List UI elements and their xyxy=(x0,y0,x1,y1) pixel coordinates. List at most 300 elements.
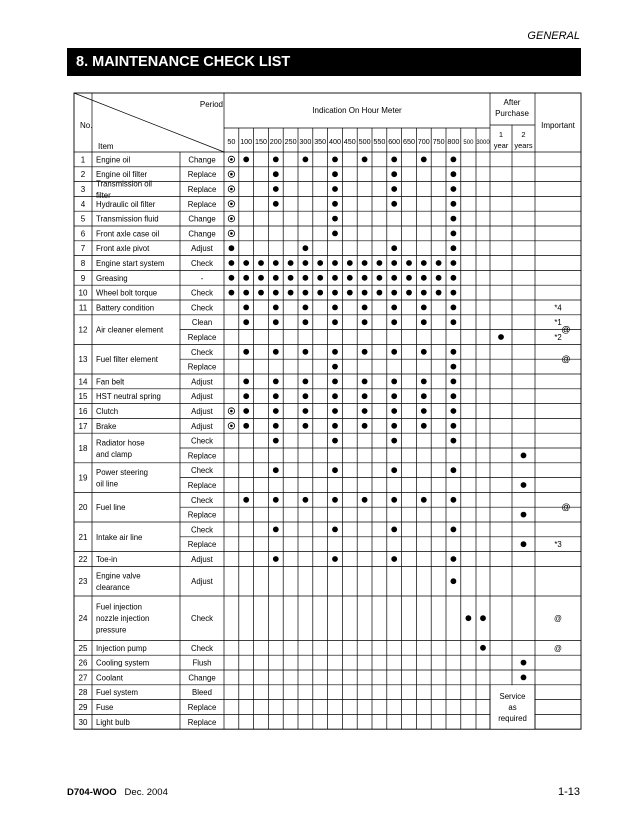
interval-dot xyxy=(451,216,457,222)
interval-dot xyxy=(451,305,457,311)
interval-dot xyxy=(391,245,397,251)
interval-dot xyxy=(273,201,279,207)
action-label: - xyxy=(200,273,204,283)
footer-page: 1-13 xyxy=(557,786,580,798)
row-number: 25 xyxy=(78,643,88,653)
interval-dot xyxy=(273,379,279,385)
important-header: Important xyxy=(541,121,575,130)
action-label: Adjust xyxy=(191,377,213,387)
item-name: Fuel filter element xyxy=(96,355,158,365)
after-purchase-dot xyxy=(521,512,527,518)
interval-dot xyxy=(421,349,427,355)
item-name: Coolant xyxy=(96,673,123,683)
interval-dot xyxy=(391,556,397,562)
interval-dot xyxy=(362,157,368,163)
interval-dot xyxy=(303,275,309,281)
action-label: Adjust xyxy=(191,244,213,254)
row-number: 6 xyxy=(80,229,86,239)
initial-service-mark-center xyxy=(230,425,233,428)
interval-dot xyxy=(332,260,338,266)
action-label: Check xyxy=(190,259,214,268)
interval-dot xyxy=(332,497,338,503)
item-name: HST neutral spring xyxy=(96,392,161,402)
hour-label: 300 xyxy=(299,137,312,146)
interval-dot xyxy=(273,423,279,429)
item-name: and clamp xyxy=(96,449,132,459)
action-label: Flush xyxy=(192,658,212,668)
important-note: *1 xyxy=(554,318,562,328)
hour-label: 100 xyxy=(240,137,253,146)
interval-dot xyxy=(391,379,397,385)
interval-dot xyxy=(391,408,397,414)
interval-dot xyxy=(288,260,294,266)
interval-dot xyxy=(421,497,427,503)
interval-dot xyxy=(332,423,338,429)
action-label: Check xyxy=(190,614,214,624)
interval-dot xyxy=(317,260,323,266)
item-name: nozzle injection xyxy=(96,614,150,624)
interval-dot xyxy=(273,275,279,281)
item-name: oil line xyxy=(96,479,119,489)
item-name: Engine start system xyxy=(96,259,165,268)
after-purchase-dot xyxy=(521,541,527,547)
item-name: Fuel system xyxy=(96,688,139,698)
interval-dot xyxy=(451,201,457,207)
after-purchase-dot xyxy=(521,660,527,666)
interval-dot xyxy=(391,349,397,355)
important-note: *3 xyxy=(554,540,562,550)
interval-dot xyxy=(332,379,338,385)
hour-label: 700 xyxy=(417,137,430,146)
initial-service-mark-center xyxy=(230,158,233,161)
interval-dot xyxy=(421,319,427,325)
interval-dot xyxy=(391,319,397,325)
interval-dot xyxy=(243,260,249,266)
item-name: Wheel bolt torque xyxy=(96,288,158,298)
interval-dot xyxy=(347,260,353,266)
action-label: Replace xyxy=(187,170,217,180)
item-name: Brake xyxy=(96,421,117,431)
interval-dot xyxy=(391,260,397,266)
item-name: Clutch xyxy=(96,407,119,416)
page-title: 8. MAINTENANCE CHECK LIST xyxy=(67,48,581,76)
interval-dot xyxy=(451,408,457,414)
row-number: 26 xyxy=(78,658,88,668)
interval-dot xyxy=(391,438,397,444)
interval-dot xyxy=(258,275,264,281)
service-note-text: Service xyxy=(499,692,526,701)
hour-label: 3000 xyxy=(476,140,490,146)
interval-dot xyxy=(273,438,279,444)
action-label: Adjust xyxy=(191,555,213,564)
interval-dot xyxy=(273,157,279,163)
interval-dot xyxy=(391,157,397,163)
row-number: 10 xyxy=(78,288,88,298)
interval-dot xyxy=(303,349,309,355)
item-name: Engine oil filter xyxy=(96,170,148,180)
row-number: 7 xyxy=(80,244,86,254)
interval-dot xyxy=(243,423,249,429)
interval-dot xyxy=(332,275,338,281)
hour-label: 450 xyxy=(343,137,356,146)
interval-dot xyxy=(362,319,368,325)
ap-label-1: 1 xyxy=(498,130,504,139)
interval-dot xyxy=(391,467,397,473)
interval-dot xyxy=(480,645,486,651)
interval-dot xyxy=(273,305,279,311)
action-label: Replace xyxy=(187,481,217,490)
interval-dot xyxy=(243,393,249,399)
action-label: Adjust xyxy=(191,421,213,431)
row-number: 24 xyxy=(78,614,88,624)
initial-service-mark-center xyxy=(230,173,233,176)
action-label: Adjust xyxy=(191,392,213,402)
interval-dot xyxy=(391,305,397,311)
no-header: No. xyxy=(80,121,93,130)
item-name: Greasing xyxy=(96,273,128,283)
interval-dot xyxy=(451,157,457,163)
interval-dot xyxy=(303,497,309,503)
footer-date: Dec. 2004 xyxy=(124,787,168,798)
row-number: 8 xyxy=(80,259,86,268)
interval-dot xyxy=(243,157,249,163)
interval-dot xyxy=(303,423,309,429)
interval-dot xyxy=(421,260,427,266)
interval-dot xyxy=(273,171,279,177)
interval-dot xyxy=(243,275,249,281)
item-name: Fan belt xyxy=(96,377,125,387)
initial-service-mark-center xyxy=(230,203,233,206)
ap-label-2: 2 xyxy=(521,130,526,139)
hour-label: 250 xyxy=(284,137,297,146)
row-number: 29 xyxy=(78,703,88,712)
interval-dot xyxy=(273,408,279,414)
action-label: Change xyxy=(188,155,216,165)
hour-label: 500 xyxy=(463,140,474,146)
interval-dot xyxy=(332,408,338,414)
initial-service-mark-center xyxy=(230,188,233,191)
row-number: 17 xyxy=(78,421,88,431)
interval-dot xyxy=(362,305,368,311)
interval-dot xyxy=(273,349,279,355)
action-label: Replace xyxy=(187,185,217,194)
interval-dot xyxy=(451,171,457,177)
interval-dot xyxy=(377,290,383,296)
after-purchase-dot xyxy=(521,482,527,488)
interval-dot xyxy=(406,275,412,281)
hour-label: 750 xyxy=(432,137,445,146)
item-name: Power steering xyxy=(96,467,149,477)
interval-dot xyxy=(243,305,249,311)
item-name: Cooling system xyxy=(96,658,150,668)
service-note-text: as xyxy=(508,703,517,712)
row-number: 14 xyxy=(78,377,88,387)
interval-dot xyxy=(391,201,397,207)
item-name: Transmission oil xyxy=(96,179,153,189)
interval-dot xyxy=(332,319,338,325)
interval-dot xyxy=(451,364,457,370)
interval-dot xyxy=(303,245,309,251)
interval-dot xyxy=(303,393,309,399)
interval-dot xyxy=(273,260,279,266)
interval-dot xyxy=(391,171,397,177)
row-number: 11 xyxy=(78,303,88,313)
interval-dot xyxy=(451,275,457,281)
interval-dot xyxy=(451,231,457,237)
interval-dot xyxy=(258,290,264,296)
hour-label: 800 xyxy=(447,137,460,146)
interval-dot xyxy=(303,408,309,414)
action-label: Bleed xyxy=(192,688,212,698)
after-purchase-dot xyxy=(521,453,527,459)
interval-dot xyxy=(421,393,427,399)
interval-dot xyxy=(362,423,368,429)
action-label: Adjust xyxy=(191,407,213,416)
interval-dot xyxy=(391,186,397,192)
interval-dot xyxy=(332,216,338,222)
interval-dot xyxy=(421,408,427,414)
interval-dot xyxy=(466,615,472,621)
row-number: 18 xyxy=(78,444,88,453)
item-name: Radiator hose xyxy=(96,438,145,448)
action-label: Replace xyxy=(187,540,217,550)
interval-dot xyxy=(480,615,486,621)
item-name: Engine valve xyxy=(96,571,141,581)
interval-dot xyxy=(391,497,397,503)
interval-dot xyxy=(347,290,353,296)
important-note: *2 xyxy=(554,333,562,342)
interval-dot xyxy=(362,393,368,399)
row-number: 9 xyxy=(80,273,86,283)
item-name: Light bulb xyxy=(96,717,130,727)
interval-dot xyxy=(332,171,338,177)
interval-dot xyxy=(332,438,338,444)
footer-model: D704-WOO xyxy=(67,787,117,798)
item-name: Front axle case oil xyxy=(96,229,160,239)
action-label: Adjust xyxy=(191,577,213,587)
action-label: Replace xyxy=(187,510,217,520)
item-name: Toe-in xyxy=(96,555,118,564)
item-name: Intake air line xyxy=(96,532,143,542)
interval-dot xyxy=(451,497,457,503)
interval-dot xyxy=(451,556,457,562)
interval-dot xyxy=(303,260,309,266)
interval-dot xyxy=(273,527,279,533)
interval-dot xyxy=(451,467,457,473)
hour-label: 50 xyxy=(227,137,236,146)
interval-dot xyxy=(406,260,412,266)
interval-dot xyxy=(362,275,368,281)
interval-dot xyxy=(332,467,338,473)
action-label: Change xyxy=(188,214,216,224)
interval-dot xyxy=(421,157,427,163)
action-label: Check xyxy=(190,466,214,476)
action-label: Replace xyxy=(187,703,217,712)
interval-dot xyxy=(332,527,338,533)
item-name: Fuel line xyxy=(96,503,126,513)
interval-dot xyxy=(288,290,294,296)
hour-label: 550 xyxy=(373,137,386,146)
item-name: Air cleaner element xyxy=(96,325,164,335)
interval-dot xyxy=(273,393,279,399)
interval-dot xyxy=(421,305,427,311)
interval-dot xyxy=(258,260,264,266)
interval-dot xyxy=(243,497,249,503)
item-name: Battery condition xyxy=(96,303,155,313)
action-label: Replace xyxy=(187,451,217,461)
interval-dot xyxy=(436,275,442,281)
interval-dot xyxy=(332,201,338,207)
item-name: pressure xyxy=(96,625,127,635)
important-at-mark: @ xyxy=(561,324,571,335)
interval-dot xyxy=(451,349,457,355)
interval-dot xyxy=(406,290,412,296)
initial-service-mark-center xyxy=(230,217,233,220)
interval-dot xyxy=(421,290,427,296)
interval-dot xyxy=(332,157,338,163)
interval-dot xyxy=(288,275,294,281)
important-at-mark: @ xyxy=(561,502,571,513)
interval-dot xyxy=(303,290,309,296)
interval-dot xyxy=(391,527,397,533)
row-number: 27 xyxy=(78,673,88,683)
important-note: @ xyxy=(554,614,562,624)
row-number: 16 xyxy=(78,407,88,416)
interval-dot xyxy=(451,245,457,251)
interval-dot xyxy=(451,186,457,192)
item-name: Front axle pivot xyxy=(96,244,150,254)
interval-dot xyxy=(229,245,235,251)
action-label: Replace xyxy=(187,717,217,727)
interval-dot xyxy=(303,157,309,163)
interval-dot xyxy=(332,393,338,399)
interval-dot xyxy=(332,305,338,311)
action-label: Change xyxy=(188,229,216,239)
interval-dot xyxy=(273,556,279,562)
hour-label: 650 xyxy=(403,137,415,146)
action-label: Check xyxy=(190,525,214,535)
interval-dot xyxy=(362,260,368,266)
interval-dot xyxy=(362,349,368,355)
item-name: Engine oil xyxy=(96,155,131,165)
interval-dot xyxy=(391,275,397,281)
interval-dot xyxy=(421,423,427,429)
interval-dot xyxy=(451,319,457,325)
hour-label: 200 xyxy=(269,137,282,146)
item-name: Injection pump xyxy=(96,643,147,653)
interval-dot xyxy=(243,349,249,355)
interval-dot xyxy=(362,290,368,296)
interval-dot xyxy=(347,275,353,281)
interval-dot xyxy=(391,290,397,296)
interval-dot xyxy=(421,275,427,281)
row-number: 28 xyxy=(78,688,88,698)
interval-dot xyxy=(332,349,338,355)
hour-label: 600 xyxy=(388,137,401,146)
interval-dot xyxy=(391,393,397,399)
interval-dot xyxy=(451,290,457,296)
row-number: 4 xyxy=(80,199,86,209)
action-label: Change xyxy=(188,673,216,683)
row-number: 5 xyxy=(80,214,86,224)
row-number: 2 xyxy=(80,170,86,180)
action-label: Replace xyxy=(187,199,217,209)
ap-label-1-unit: year xyxy=(493,141,509,150)
interval-dot xyxy=(229,290,235,296)
interval-dot xyxy=(391,423,397,429)
interval-dot xyxy=(436,290,442,296)
action-label: Check xyxy=(190,436,214,446)
interval-dot xyxy=(273,319,279,325)
interval-dot xyxy=(243,319,249,325)
action-label: Replace xyxy=(187,362,217,372)
interval-dot xyxy=(362,408,368,414)
initial-service-mark-center xyxy=(230,232,233,235)
interval-dot xyxy=(273,186,279,192)
interval-dot xyxy=(243,408,249,414)
interval-dot xyxy=(303,319,309,325)
period-header: Period xyxy=(199,100,223,109)
interval-dot xyxy=(332,556,338,562)
row-number: 22 xyxy=(78,555,88,564)
interval-dot xyxy=(303,379,309,385)
action-label: Check xyxy=(190,288,214,298)
after-purchase-header-2: Purchase xyxy=(495,109,529,118)
indication-header: Indication On Hour Meter xyxy=(312,106,402,115)
item-name: Transmission fluid xyxy=(96,214,159,224)
action-label: Check xyxy=(190,643,214,653)
action-label: Replace xyxy=(187,333,217,342)
interval-dot xyxy=(273,290,279,296)
after-purchase-header-1: After xyxy=(503,98,521,107)
interval-dot xyxy=(273,497,279,503)
action-label: Check xyxy=(190,303,214,313)
item-name: Hydraulic oil filter xyxy=(96,199,156,209)
interval-dot xyxy=(332,231,338,237)
interval-dot xyxy=(273,467,279,473)
interval-dot xyxy=(362,379,368,385)
interval-dot xyxy=(243,379,249,385)
initial-service-mark-center xyxy=(230,410,233,413)
action-label: Check xyxy=(190,347,214,357)
interval-dot xyxy=(451,393,457,399)
row-number: 15 xyxy=(78,392,88,402)
interval-dot xyxy=(362,497,368,503)
hour-label: 500 xyxy=(358,137,371,146)
hour-label: 150 xyxy=(255,137,267,146)
interval-dot xyxy=(243,290,249,296)
item-header: Item xyxy=(98,142,114,151)
item-name: Fuel injection xyxy=(96,602,142,612)
interval-dot xyxy=(451,438,457,444)
important-at-mark: @ xyxy=(561,354,571,365)
interval-dot xyxy=(229,275,235,281)
hour-label: 350 xyxy=(314,137,327,146)
row-number: 23 xyxy=(78,577,88,587)
after-purchase-dot xyxy=(498,334,504,340)
row-number: 1 xyxy=(80,155,86,165)
interval-dot xyxy=(451,260,457,266)
row-number: 19 xyxy=(78,473,88,483)
footer-left xyxy=(67,787,168,798)
section-header: GENERAL xyxy=(527,30,580,42)
interval-dot xyxy=(332,364,338,370)
item-name: clearance xyxy=(96,582,130,592)
interval-dot xyxy=(421,379,427,385)
action-label: Clean xyxy=(191,318,213,328)
interval-dot xyxy=(332,186,338,192)
row-number: 3 xyxy=(80,185,86,194)
